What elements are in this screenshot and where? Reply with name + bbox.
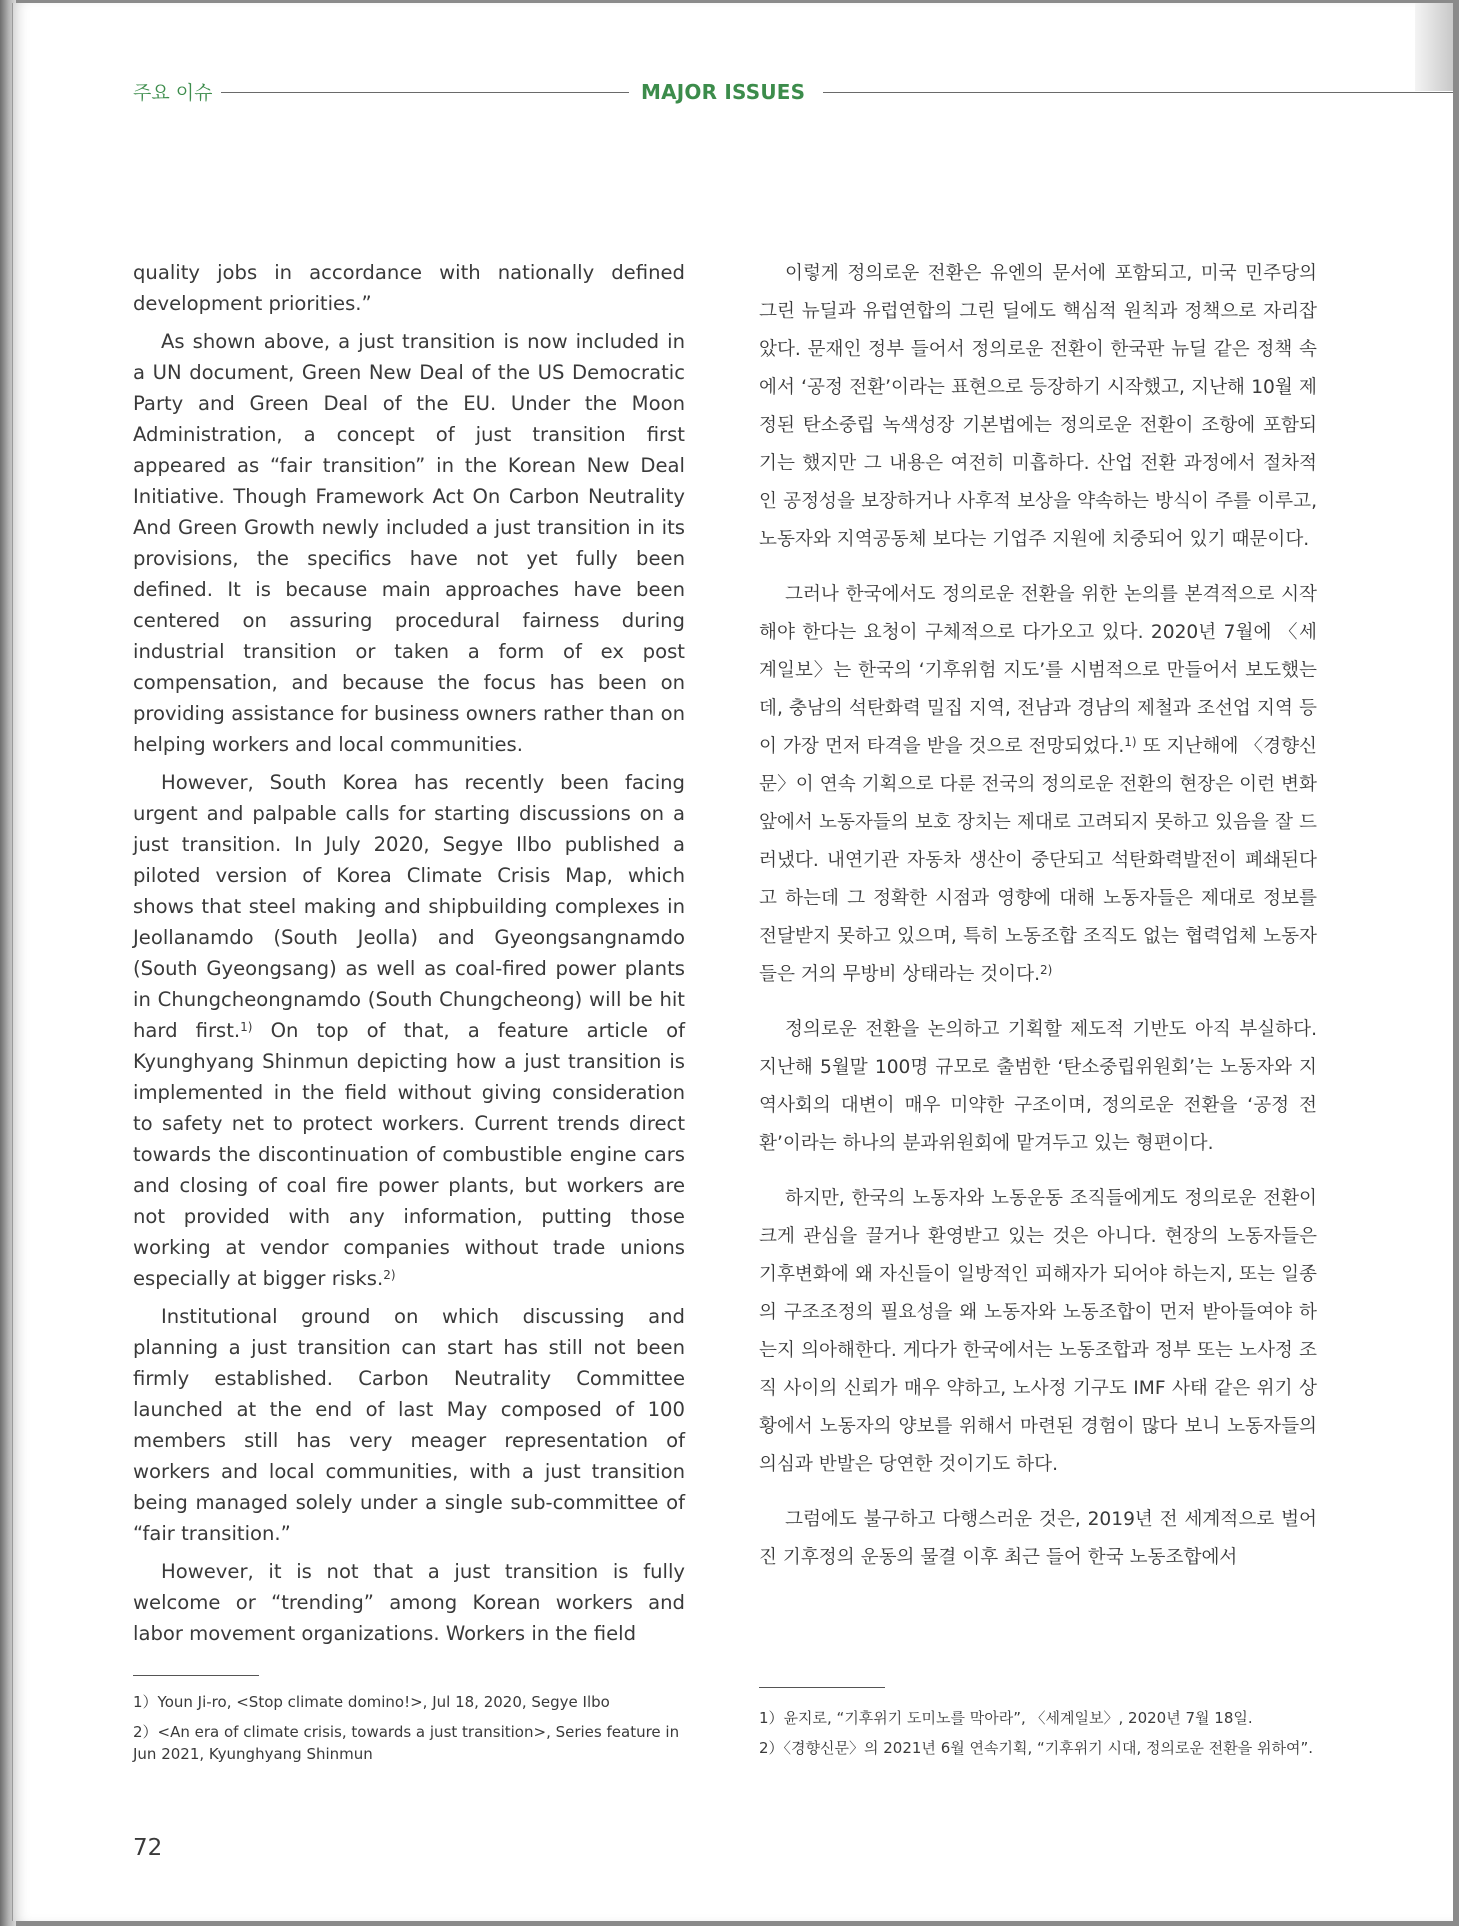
english-footnote-2: 2）<An era of climate crisis, towards a just transition>, Series feature in Jun 2021, Kyunghyang Shinmun xyxy=(133,1723,680,1763)
korean-paragraph-1: 이렇게 정의로운 전환은 유엔의 문서에 포함되고, 미국 민주당의 그린 뉴딜과 유럽연합의 그린 딜에도 핵심적 원칙과 정책으로 자리잡았다. 문재인 정부 들어서 정의로운 전환이 한국판 뉴딜 같은 정책 속에서 ‘공정 전환’이라는 표현으로 등장하기 시작했고, 지난해 10월 제정된 탄소중립 녹색성장 기본법에는 정의로운 전환이 조항에 포함되기는 했지만 그 내용은 여전히 미흡하다. 산업 전환 과정에서 절차적인 공정성을 보장하거나 사후적 보상을 약속하는 방식이 주를 이루고, 노동자와 지역공동체 보다는 기업주 지원에 치중되어 있기 때문이다. xyxy=(759,263,1317,550)
english-paragraph-2: As shown above, a just transition is now included in a UN document, Green New Deal of the US Democratic Party and Green Deal of the EU. Under the Moon Administration, a concept of just transition first appeared as “fair transition” in the Korean New Deal Initiative. Though Framework Act On Carbon Neutrality And Green Growth newly included a just transition in its provisions, the specifics have not yet fully been defined. It is because main approaches have been centered on assuring procedural fairness during industrial transition or taken a form of ex post compensation, and because the focus has been on providing assistance for business owners rather than on helping workers and local communities. xyxy=(133,330,685,756)
korean-paragraph-5: 그럼에도 불구하고 다행스러운 것은, 2019년 전 세계적으로 벌어진 기후정의 운동의 물결 이후 최근 들어 한국 노동조합에서 xyxy=(759,1509,1317,1568)
english-paragraph-5: However, it is not that a just transition is fully welcome or “trending” among Korean workers and labor movement organizations. Workers in the field xyxy=(133,1560,685,1645)
footnote-rule-english xyxy=(133,1675,259,1676)
footnote-rule-korean xyxy=(759,1687,885,1688)
footnote-ref-2: 2) xyxy=(383,1268,396,1282)
header-rule-left xyxy=(221,92,629,93)
english-paragraph-4: Institutional ground on which discussing and planning a just transition can start has still not been firmly established. Carbon Neutrality Committee launched at the end of last May composed of 100 members still has very meager representation of workers and local communities, with a just transition being managed solely under a single sub-committee of “fair transition.” xyxy=(133,1305,685,1545)
footnote-ref-1: 1) xyxy=(240,1020,253,1034)
korean-footnote-1: 1）윤지로, “기후위기 도미노를 막아라”, 〈세계일보〉, 2020년 7월 18일. xyxy=(759,1709,1253,1727)
english-paragraph-3 xyxy=(133,767,685,1294)
footnote-ref-2-ko: 2) xyxy=(1040,963,1053,977)
page-edge xyxy=(1415,3,1453,91)
header-rule-right xyxy=(823,92,1453,93)
korean-footnote-2: 2）〈경향신문〉의 2021년 6월 연속기획, “기후위기 시대, 정의로운 전환을 위하여”. xyxy=(759,1739,1313,1757)
korean-paragraph-4: 하지만, 한국의 노동자와 노동운동 조직들에게도 정의로운 전환이 크게 관심을 끌거나 환영받고 있는 것은 아니다. 현장의 노동자들은 기후변화에 왜 자신들이 일방적인 피해자가 되어야 하는지, 또는 일종의 구조조정의 필요성을 왜 노동자와 노동조합이 먼저 받아들여야 하는지 의아해한다. 게다가 한국에서는 노동조합과 정부 또는 노사정 조직 사이의 신뢰가 매우 약하고, 노사정 기구도 IMF 사태 같은 위기 상황에서 노동자의 양보를 위해서 마련된 경험이 많다 보니 노동자들의 의심과 반발은 당연한 것이기도 하다. xyxy=(759,1188,1317,1475)
section-label-korean: 주요 이슈 xyxy=(133,82,213,104)
korean-column xyxy=(759,255,1317,1594)
english-paragraph-3-part-1: However, South Korea has recently been facing urgent and palpable calls for starting discussions on a just transition. In July 2020, Segye Ilbo published a piloted version of Korea Climate Crisis Map, which shows that steel making and shipbuilding complexes in Jeollanamdo (South Jeolla) and Gyeongsangnamdo (South Gyeongsang) as well as coal-fired power plants in Chungcheongnamdo (South Chungcheong) will be hit hard first. xyxy=(133,771,685,1042)
footnote-ref-1-ko: 1) xyxy=(1124,735,1137,749)
english-paragraph-1: quality jobs in accordance with nationally defined development priorities.” xyxy=(133,261,685,315)
english-footnote-1: 1）Youn Ji-ro, <Stop climate domino!>, Jul 18, 2020, Segye Ilbo xyxy=(133,1693,610,1711)
korean-paragraph-2-part-2: 또 지난해에 〈경향신문〉이 연속 기획으로 다룬 전국의 정의로운 전환의 현장은 이런 변화 앞에서 노동자들의 보호 장치는 제대로 고려되지 못하고 있음을 잘 드러냈다. 내연기관 자동차 생산이 중단되고 석탄화력발전이 폐쇄된다고 하는데 그 정확한 시점과 영향에 대해 노동자들은 제대로 정보를 전달받지 못하고 있으며, 특히 노동조합 조직도 없는 협력업체 노동자들은 거의 무방비 상태라는 것이다. xyxy=(759,736,1317,985)
page-number: 72 xyxy=(133,1835,163,1861)
korean-paragraph-2-part-1: 그러나 한국에서도 정의로운 전환을 위한 논의를 본격적으로 시작해야 한다는 요청이 구체적으로 다가오고 있다. 2020년 7월에 〈세계일보〉는 한국의 ‘기후위험 지도’를 시범적으로 만들어서 보도했는데, 충남의 석탄화력 밀집 지역, 전남과 경남의 제철과 조선업 지역 등이 가장 먼저 타격을 받을 것으로 전망되었다. xyxy=(759,584,1317,757)
english-paragraph-3-part-2: On top of that, a feature article of Kyunghyang Shinmun depicting how a just transition is implemented in the field without giving consideration to safety net to protect workers. Current trends direct towards the discontinuation of combustible engine cars and closing of coal fire power plants, but workers are not provided with any information, putting those working at vendor companies without trade unions especially at bigger risks. xyxy=(133,1019,685,1290)
section-label-english: MAJOR ISSUES xyxy=(641,80,806,104)
korean-paragraph-2 xyxy=(759,576,1317,994)
english-column xyxy=(133,257,685,1656)
magazine-page xyxy=(12,3,1453,1921)
korean-footnotes xyxy=(759,1703,1319,1763)
english-footnotes xyxy=(133,1691,693,1773)
korean-paragraph-3: 정의로운 전환을 논의하고 기획할 제도적 기반도 아직 부실하다. 지난해 5월말 100명 규모로 출범한 ‘탄소중립위원회’는 노동자와 지역사회의 대변이 매우 미약한 구조이며, 정의로운 전환을 ‘공정 전환’이라는 하나의 분과위원회에 맡겨두고 있는 형편이다. xyxy=(759,1019,1317,1154)
